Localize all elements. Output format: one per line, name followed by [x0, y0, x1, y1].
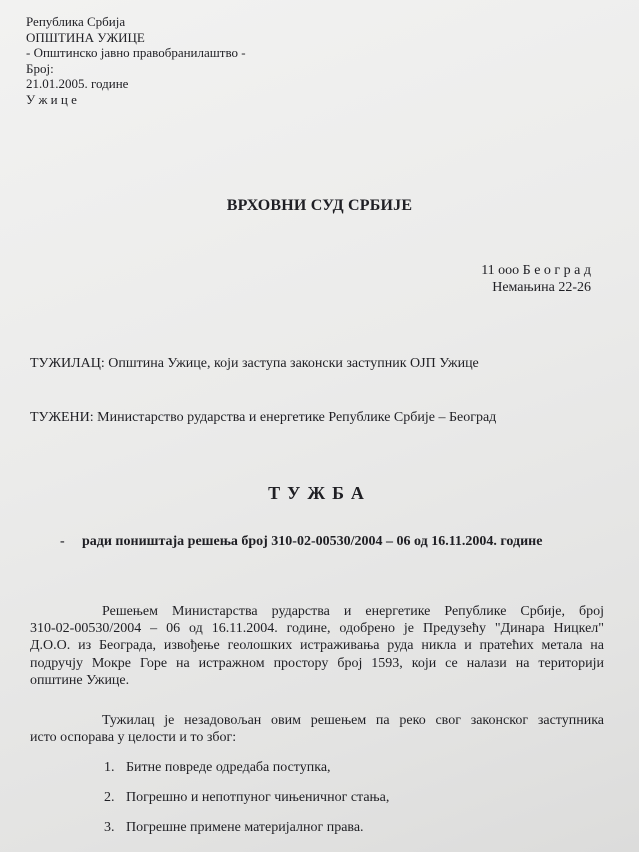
header-line-country: Република Србија [26, 14, 126, 29]
header-line-city: У ж и ц е [26, 91, 77, 107]
header-line-date: 21.01.2005. године [26, 76, 129, 91]
paragraph-line: Решењем Министарства рударства и енергетике Републике Србије, број [102, 604, 604, 619]
list-item-number: 3. [104, 820, 115, 835]
subject-dash: - [60, 534, 65, 549]
header-line-municipality: ОПШТИНА УЖИЦЕ [26, 29, 145, 45]
list-item-text: Битне повреде одредаба поступка, [126, 760, 331, 775]
grounds-list [104, 760, 389, 850]
subject-line [60, 534, 542, 550]
address-city: 11 ооо Б е о г р а д [481, 263, 591, 278]
list-item-text: Погрешне примене материјалног права. [126, 820, 364, 835]
document-title: ТУЖБА [268, 483, 371, 503]
paragraph-decision [30, 603, 604, 689]
court-address [481, 262, 591, 296]
list-item-number: 2. [104, 790, 115, 805]
address-street: Немањина 22-26 [492, 280, 591, 295]
list-item-text: Погрешно и непотпуног чињеничног стања, [126, 790, 390, 805]
paragraph-objection [30, 712, 604, 746]
header-line-number: Број: [26, 60, 54, 76]
list-item [104, 760, 389, 790]
defendant-line: ТУЖЕНИ: Министарство рударства и енергетике Републике Србије – Београд [30, 410, 497, 425]
paragraph-line: Тужилац је незадовољан овим решењем па реко свог законског заступника [102, 713, 604, 728]
subject-text: ради поништаја решења број 310-02-00530/2004 – 06 од 16.11.2004. године [82, 534, 543, 549]
court-name: ВРХОВНИ СУД СРБИЈЕ [226, 197, 413, 214]
paragraph-line: 310-02-00530/2004 – 06 од 16.11.2004. године, одобрено је Предузећу "Динара Ницкел" [30, 621, 604, 637]
paragraph-line: општине Ужице. [30, 672, 130, 688]
header-line-office: - Општинско јавно правобранилаштво - [26, 45, 246, 60]
list-item [104, 820, 389, 850]
paragraph-line: подручју Мокре Горе на истражном простору број 1593, који се налази на територији [30, 655, 604, 671]
letterhead [26, 14, 246, 107]
paragraph-line: Д.О.О. из Београда, извођење геолошких истраживања руда никла и пратећих метала на [30, 638, 604, 654]
list-item-number: 1. [104, 760, 115, 775]
paragraph-line: исто оспорава у целости и то због: [30, 730, 237, 746]
list-item [104, 790, 389, 820]
plaintiff-line: ТУЖИЛАЦ: Општина Ужице, који заступа законски заступник ОЈП Ужице [30, 356, 479, 371]
